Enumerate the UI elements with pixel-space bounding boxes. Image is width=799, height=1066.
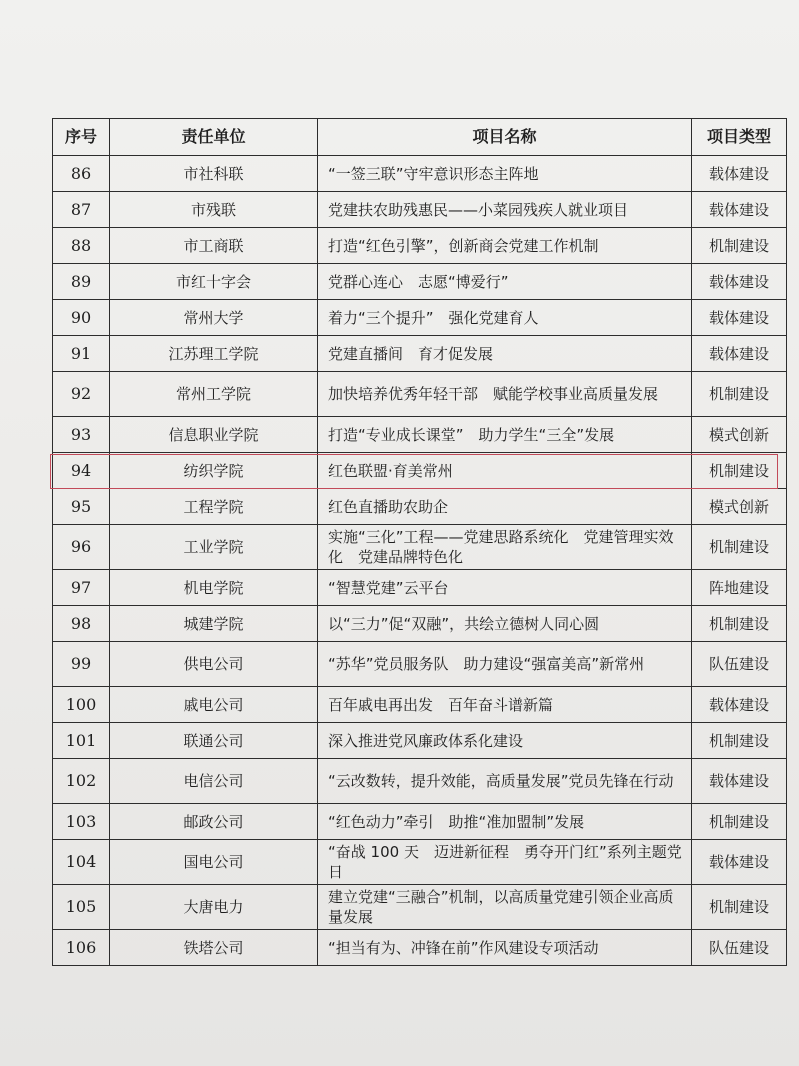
- row-project-name: 党建直播间 育才促发展: [318, 336, 692, 372]
- row-unit: 信息职业学院: [110, 417, 318, 453]
- row-project-name: 党建扶农助残惠民——小菜园残疾人就业项目: [318, 192, 692, 228]
- row-project-name: “云改数转，提升效能，高质量发展”党员先锋在行动: [318, 759, 692, 804]
- table-row: [53, 687, 787, 723]
- table-row: [53, 885, 787, 930]
- row-project-name: “一签三联”守牢意识形态主阵地: [318, 156, 692, 192]
- row-project-type: 载体建设: [692, 192, 787, 228]
- row-number: 93: [53, 417, 110, 453]
- row-project-name: “苏华”党员服务队 助力建设“强富美高”新常州: [318, 642, 692, 687]
- row-project-type: 机制建设: [692, 723, 787, 759]
- row-number: 87: [53, 192, 110, 228]
- row-unit: 铁塔公司: [110, 930, 318, 966]
- row-project-type: 机制建设: [692, 525, 787, 570]
- row-project-type: 模式创新: [692, 489, 787, 525]
- row-project-type: 载体建设: [692, 687, 787, 723]
- table-row: [53, 930, 787, 966]
- header-unit: 责任单位: [110, 119, 318, 156]
- row-unit: 市社科联: [110, 156, 318, 192]
- row-project-name: 党群心连心 志愿“博爱行”: [318, 264, 692, 300]
- row-unit: 机电学院: [110, 570, 318, 606]
- row-project-type: 载体建设: [692, 300, 787, 336]
- table-row: [53, 228, 787, 264]
- row-number: 100: [53, 687, 110, 723]
- row-project-type: 机制建设: [692, 804, 787, 840]
- table-row: [53, 804, 787, 840]
- row-unit: 国电公司: [110, 840, 318, 885]
- header-type: 项目类型: [692, 119, 787, 156]
- row-unit: 江苏理工学院: [110, 336, 318, 372]
- row-project-type: 载体建设: [692, 759, 787, 804]
- row-unit: 纺织学院: [110, 453, 318, 489]
- table-row: [53, 642, 787, 687]
- row-project-type: 队伍建设: [692, 930, 787, 966]
- row-number: 92: [53, 372, 110, 417]
- row-project-name: 加快培养优秀年轻干部 赋能学校事业高质量发展: [318, 372, 692, 417]
- row-unit: 联通公司: [110, 723, 318, 759]
- table-header-row: [53, 119, 787, 156]
- row-project-name: 红色联盟·育美常州: [318, 453, 692, 489]
- row-number: 95: [53, 489, 110, 525]
- row-project-type: 载体建设: [692, 840, 787, 885]
- table-row: [53, 606, 787, 642]
- table-row: [53, 840, 787, 885]
- table-row: [53, 453, 787, 489]
- row-unit: 市红十字会: [110, 264, 318, 300]
- row-unit: 电信公司: [110, 759, 318, 804]
- row-number: 89: [53, 264, 110, 300]
- table-row: [53, 570, 787, 606]
- table-body: [53, 156, 787, 966]
- row-project-type: 载体建设: [692, 264, 787, 300]
- row-project-type: 模式创新: [692, 417, 787, 453]
- table-row: [53, 372, 787, 417]
- row-unit: 常州大学: [110, 300, 318, 336]
- row-project-type: 队伍建设: [692, 642, 787, 687]
- table-row: [53, 192, 787, 228]
- row-number: 91: [53, 336, 110, 372]
- row-project-type: 机制建设: [692, 606, 787, 642]
- row-number: 94: [53, 453, 110, 489]
- row-project-name: “红色动力”牵引 助推“准加盟制”发展: [318, 804, 692, 840]
- row-project-type: 载体建设: [692, 156, 787, 192]
- row-unit: 邮政公司: [110, 804, 318, 840]
- row-number: 97: [53, 570, 110, 606]
- row-unit: 工程学院: [110, 489, 318, 525]
- row-number: 103: [53, 804, 110, 840]
- row-number: 104: [53, 840, 110, 885]
- table-row: [53, 264, 787, 300]
- row-project-name: “担当有为、冲锋在前”作风建设专项活动: [318, 930, 692, 966]
- project-table: [52, 118, 787, 966]
- table-row: [53, 489, 787, 525]
- row-project-name: 建立党建“三融合”机制，以高质量党建引领企业高质量发展: [318, 885, 692, 930]
- row-number: 90: [53, 300, 110, 336]
- row-number: 88: [53, 228, 110, 264]
- table-row: [53, 417, 787, 453]
- table-row: [53, 336, 787, 372]
- table-row: [53, 759, 787, 804]
- row-number: 96: [53, 525, 110, 570]
- table-row: [53, 525, 787, 570]
- row-project-name: “奋战 100 天 迈进新征程 勇夺开门红”系列主题党日: [318, 840, 692, 885]
- row-number: 98: [53, 606, 110, 642]
- row-project-type: 机制建设: [692, 885, 787, 930]
- row-number: 102: [53, 759, 110, 804]
- row-number: 106: [53, 930, 110, 966]
- row-project-name: 深入推进党风廉政体系化建设: [318, 723, 692, 759]
- row-project-name: 打造“专业成长课堂” 助力学生“三全”发展: [318, 417, 692, 453]
- row-unit: 城建学院: [110, 606, 318, 642]
- row-number: 86: [53, 156, 110, 192]
- row-unit: 市残联: [110, 192, 318, 228]
- row-unit: 大唐电力: [110, 885, 318, 930]
- row-project-name: 以“三力”促“双融”，共绘立德树人同心圆: [318, 606, 692, 642]
- row-project-name: 着力“三个提升” 强化党建育人: [318, 300, 692, 336]
- row-unit: 常州工学院: [110, 372, 318, 417]
- row-unit: 工业学院: [110, 525, 318, 570]
- row-project-name: 红色直播助农助企: [318, 489, 692, 525]
- row-number: 101: [53, 723, 110, 759]
- row-unit: 供电公司: [110, 642, 318, 687]
- row-project-name: 百年戚电再出发 百年奋斗谱新篇: [318, 687, 692, 723]
- row-project-type: 载体建设: [692, 336, 787, 372]
- table-row: [53, 156, 787, 192]
- row-unit: 市工商联: [110, 228, 318, 264]
- row-project-type: 机制建设: [692, 228, 787, 264]
- row-project-name: 实施“三化”工程——党建思路系统化 党建管理实效化 党建品牌特色化: [318, 525, 692, 570]
- row-project-name: “智慧党建”云平台: [318, 570, 692, 606]
- table-row: [53, 723, 787, 759]
- row-number: 105: [53, 885, 110, 930]
- row-project-type: 阵地建设: [692, 570, 787, 606]
- header-name: 项目名称: [318, 119, 692, 156]
- row-project-type: 机制建设: [692, 453, 787, 489]
- row-project-type: 机制建设: [692, 372, 787, 417]
- row-project-name: 打造“红色引擎”，创新商会党建工作机制: [318, 228, 692, 264]
- row-number: 99: [53, 642, 110, 687]
- header-no: 序号: [53, 119, 110, 156]
- row-unit: 戚电公司: [110, 687, 318, 723]
- table-row: [53, 300, 787, 336]
